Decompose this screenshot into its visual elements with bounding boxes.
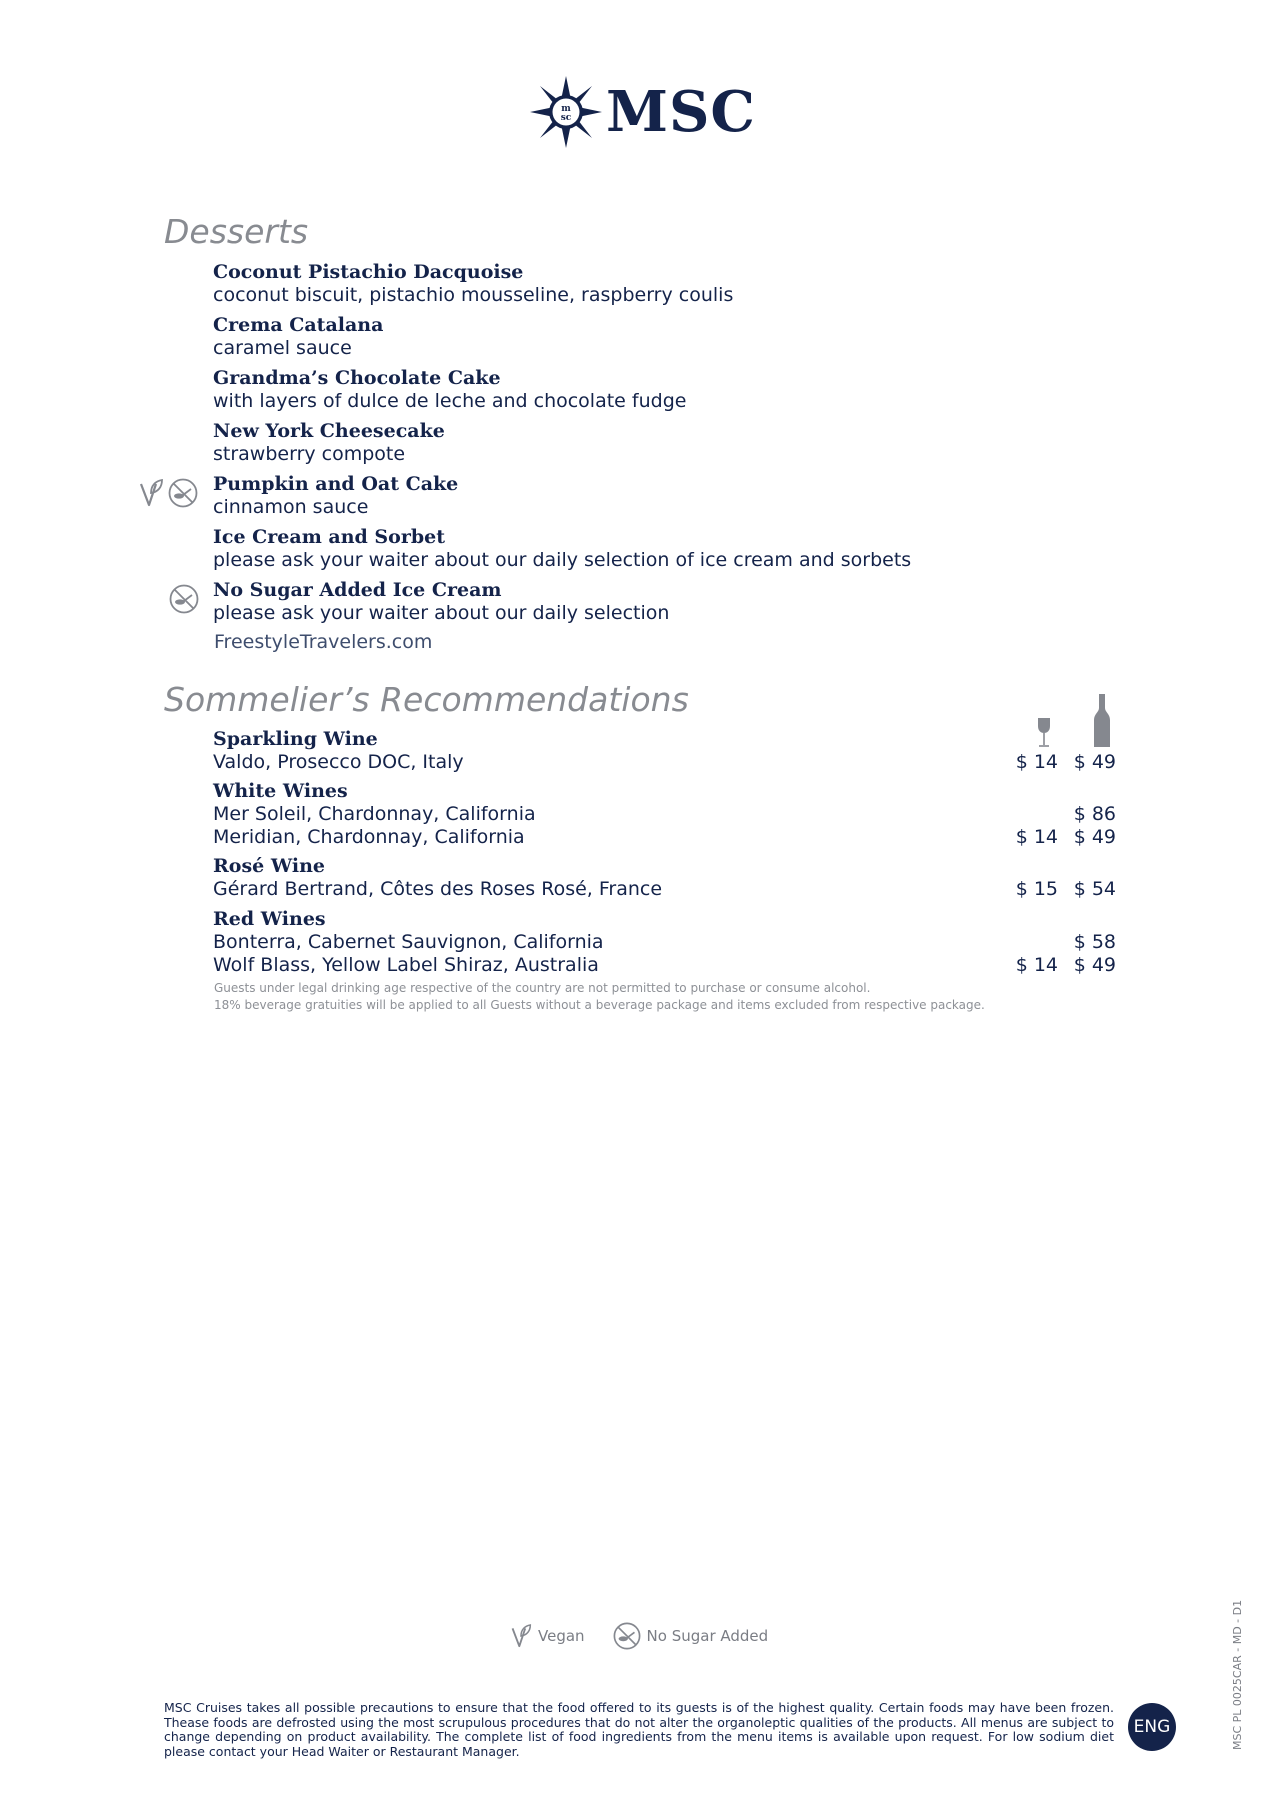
wine-name: Mer Soleil, Chardonnay, California: [213, 803, 536, 825]
wine-name: Wolf Blass, Yellow Label Shiraz, Australia: [213, 954, 599, 976]
bottle-price: $ 49: [1073, 751, 1116, 773]
bottle-price: $ 54: [1073, 878, 1116, 900]
dish-item: [213, 579, 1063, 625]
wine-category-name: Rosé Wine: [213, 855, 325, 877]
alcohol-age-note: Guests under legal drinking age respective of the country are not permitted to purchase or consume alcohol.: [214, 981, 871, 995]
wine-name: Valdo, Prosecco DOC, Italy: [213, 751, 464, 773]
diet-legend: [510, 1622, 768, 1650]
dish-name: Grandma’s Chocolate Cake: [213, 367, 501, 389]
wine-row: [213, 954, 1116, 977]
dish-name: Pumpkin and Oat Cake: [213, 473, 459, 495]
glass-price: $ 14: [1015, 751, 1058, 773]
wine-row: [213, 803, 1116, 826]
vegan-icon: [138, 478, 164, 508]
dish-name: New York Cheesecake: [213, 420, 445, 442]
wine-row: [213, 751, 1116, 774]
glass-price: $ 14: [1015, 954, 1058, 976]
vegan-icon: [510, 1623, 532, 1649]
diet-icons: [169, 584, 199, 614]
diet-icons: [138, 478, 198, 508]
food-disclaimer: MSC Cruises takes all possible precautions to ensure that the food offered to its guests is of the highest quality. Certain foods may have been frozen. Thease foods are defrosted using the most scrupulous procedures that do not alter the organoleptic qualities of the products. All menus are subject to change depending on product availability. The complete list of food ingredients from the menu items is available upon request. For low sodium diet please contact your Head Waiter or Restaurant Manager.: [164, 1700, 1114, 1759]
msc-logo: [530, 76, 756, 148]
no-sugar-icon: [613, 1622, 641, 1650]
dish-item: [213, 314, 1063, 360]
wine-row: [213, 878, 1116, 901]
wine-name: Gérard Bertrand, Côtes des Roses Rosé, France: [213, 878, 663, 900]
brand-name: MSC: [606, 79, 756, 145]
wine-name: Meridian, Chardonnay, California: [213, 826, 525, 848]
svg-text:m: m: [561, 104, 571, 114]
bottle-price: $ 49: [1073, 954, 1116, 976]
wine-name: Bonterra, Cabernet Sauvignon, California: [213, 931, 604, 953]
dish-description: caramel sauce: [213, 337, 352, 359]
sommelier-title: Sommelier’s Recommendations: [164, 680, 689, 719]
no-sugar-icon: [168, 478, 198, 508]
legend-no-sugar-label: No Sugar Added: [646, 1627, 769, 1645]
dish-description: coconut biscuit, pistachio mousseline, raspberry coulis: [213, 284, 734, 306]
svg-text:sc: sc: [560, 113, 572, 123]
wine-category-name: Sparkling Wine: [213, 728, 378, 750]
dish-description: please ask your waiter about our daily selection of ice cream and sorbets: [213, 549, 912, 571]
dish-item: [213, 367, 1063, 413]
dish-item: [213, 261, 1063, 307]
wine-row: [213, 931, 1116, 954]
credit-watermark: FreestyleTravelers.com: [214, 631, 433, 653]
dish-description: strawberry compote: [213, 443, 406, 465]
wine-row: [213, 826, 1116, 849]
dish-name: Crema Catalana: [213, 314, 384, 336]
no-sugar-icon: [169, 584, 199, 614]
legend-vegan: [510, 1623, 585, 1649]
document-code: MSC PL 0025CAR - MD - D1: [1231, 1599, 1244, 1750]
dish-description: with layers of dulce de leche and chocolate fudge: [213, 390, 687, 412]
bottle-price: $ 58: [1073, 931, 1116, 953]
dish-name: Coconut Pistachio Dacquoise: [213, 261, 524, 283]
glass-price: $ 14: [1015, 826, 1058, 848]
desserts-title: Desserts: [164, 212, 309, 251]
wine-category: [213, 908, 1116, 977]
dish-name: Ice Cream and Sorbet: [213, 526, 445, 548]
dish-description: cinnamon sauce: [213, 496, 369, 518]
wine-category-name: Red Wines: [213, 908, 326, 930]
legend-vegan-label: Vegan: [538, 1627, 585, 1645]
wine-category: [213, 728, 1116, 774]
bottle-price: $ 49: [1073, 826, 1116, 848]
gratuity-note: 18% beverage gratuities will be applied to all Guests without a beverage package and items excluded from respective package.: [214, 998, 985, 1012]
compass-star-icon: [530, 76, 602, 148]
language-badge: ENG: [1128, 1703, 1176, 1751]
dish-item: [213, 420, 1063, 466]
dish-description: please ask your waiter about our daily selection: [213, 602, 670, 624]
wine-category-name: White Wines: [213, 780, 348, 802]
dish-item: [213, 473, 1063, 519]
legend-no-sugar: [613, 1622, 769, 1650]
dish-item: [213, 526, 1063, 572]
bottle-price: $ 86: [1073, 803, 1116, 825]
glass-price: $ 15: [1015, 878, 1058, 900]
wine-category: [213, 855, 1116, 901]
wine-category: [213, 780, 1116, 849]
dish-name: No Sugar Added Ice Cream: [213, 579, 502, 601]
